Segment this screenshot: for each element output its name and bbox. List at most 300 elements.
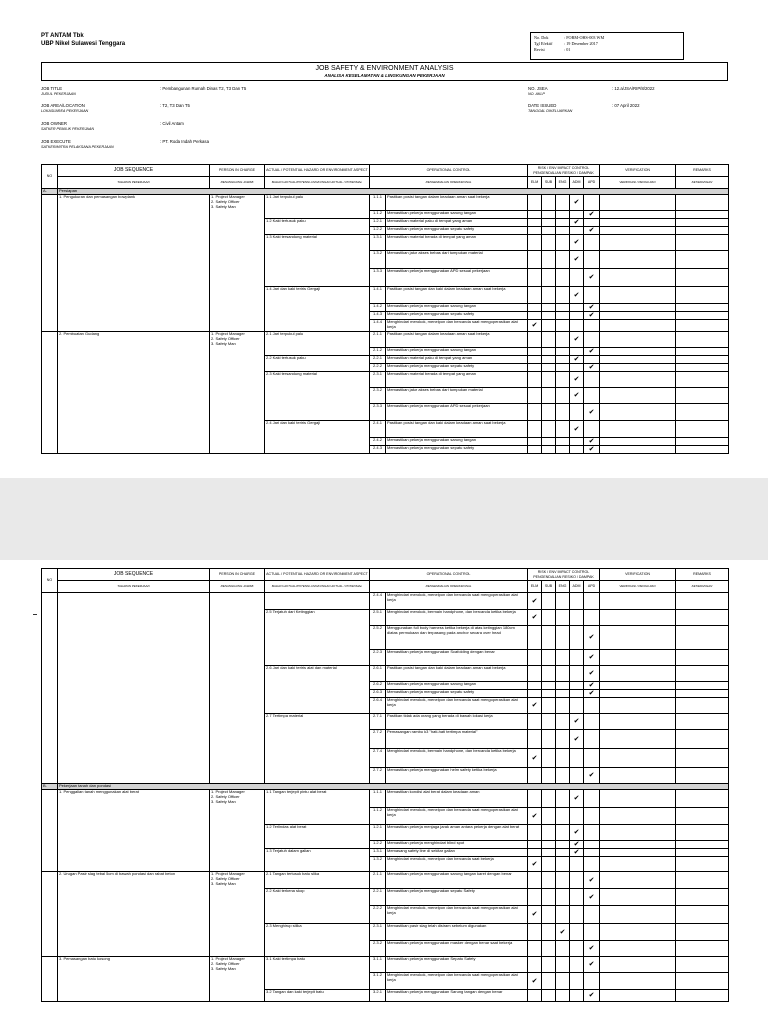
table-row <box>42 332 729 348</box>
risk-sub-cell <box>542 825 556 841</box>
hazard-cell: 1.4 Jari dan kaki teriris Gergaji <box>265 287 370 332</box>
person-in-charge-cell <box>210 593 265 784</box>
control-number: 2.7.2 <box>370 730 386 749</box>
verification-cell <box>600 889 676 906</box>
doc-no-label: No. Dok <box>534 35 549 40</box>
control-text: Memastikan pekerja menggunakan Scafolding dengan benar <box>386 650 528 666</box>
section-title: Pekerjaan tanah dan pondasi <box>58 784 729 790</box>
risk-adm-cell <box>570 287 584 304</box>
control-text: Memastikan pekerja menggunakan sarung tangan <box>386 682 528 690</box>
control-text: Memastikan pekerja menggunakan sarung tangan <box>386 438 528 446</box>
risk-apd-cell <box>584 312 600 320</box>
risk-apd-cell <box>584 650 600 666</box>
risk-sub-cell <box>542 446 556 454</box>
remarks-cell <box>676 610 729 626</box>
hazard-cell: 1.1 Jari terpukul palu <box>265 195 370 219</box>
risk-elm-cell <box>528 924 542 941</box>
control-text: Memastikan material paku di tempat yang aman <box>386 219 528 227</box>
risk-eng-cell <box>556 698 570 714</box>
remarks-cell <box>676 372 729 388</box>
risk-apd-cell <box>584 356 600 364</box>
hazard-cell: 2.2 Kaki terkena skop <box>265 889 370 924</box>
risk-eng-cell <box>556 348 570 356</box>
risk-eng-cell <box>556 372 570 388</box>
control-text: Memastikan pekerja menggunakan masker dengan benar saat bekerja <box>386 941 528 957</box>
hazard-cell: 1.3 Kaki tersandung material <box>265 235 370 287</box>
risk-eng-cell <box>556 990 570 1002</box>
control-number: 1.1.2 <box>370 808 386 825</box>
col-control-id: PENGENDALIAN OPERASIONAL <box>425 584 472 589</box>
job-area-value: : T2, T3 Dan T5 <box>160 103 190 108</box>
check-mark: ✔ <box>531 812 538 820</box>
check-mark: ✔ <box>588 438 595 445</box>
risk-apd-cell <box>584 768 600 784</box>
remarks-cell <box>676 219 729 227</box>
col-sub: SUB <box>542 581 556 593</box>
col-apd: APD <box>584 581 600 593</box>
check-mark: ✔ <box>588 670 595 677</box>
risk-apd-cell <box>584 320 600 332</box>
risk-eng-cell <box>556 320 570 332</box>
risk-apd-cell <box>584 857 600 872</box>
verification-cell <box>600 421 676 438</box>
col-risk: RISK / ENV IMPACT CONTROL PENGENDALIAN RESIKO / DAMPAK <box>528 569 600 581</box>
col-job-sequence-id: TAHAPAN PEKERJAAN <box>117 584 150 589</box>
risk-adm-cell <box>570 790 584 808</box>
col-adm: ADM <box>570 177 584 189</box>
verification-cell <box>600 990 676 1002</box>
control-number: 2.2.3 <box>370 650 386 666</box>
check-mark: ✔ <box>531 754 538 762</box>
risk-sub-cell <box>542 690 556 698</box>
row-no-cell <box>42 593 58 784</box>
remarks-cell <box>676 790 729 808</box>
remarks-cell <box>676 872 729 889</box>
row-no-cell <box>42 790 58 872</box>
remarks-cell <box>676 682 729 690</box>
risk-adm-cell <box>570 650 584 666</box>
risk-adm-cell <box>570 388 584 404</box>
person-in-charge-cell: 1. Project Manager 2. Safety Officer 3. Safety Man <box>210 872 265 957</box>
risk-adm-cell <box>570 269 584 287</box>
remarks-cell <box>676 446 729 454</box>
risk-elm-cell <box>528 211 542 219</box>
risk-eng-cell <box>556 312 570 320</box>
risk-apd-cell <box>584 825 600 841</box>
risk-apd-cell <box>584 690 600 698</box>
risk-sub-cell <box>542 790 556 808</box>
job-owner-label: JOB OWNER SATKER PEMILIK PEKERJAAN <box>41 121 95 131</box>
risk-adm-cell <box>570 749 584 768</box>
remarks-cell <box>676 849 729 857</box>
risk-elm-cell <box>528 973 542 990</box>
control-text: Menghindari merokok, bermain handphone, dan bercanda ketika bekerja <box>386 749 528 768</box>
risk-elm-cell <box>528 790 542 808</box>
control-text: Menggunakan full body harness ketika bekerja di atas ketinggian 180cm diatas permukaan dan terpasang pada anchor secara over head <box>386 626 528 650</box>
verification-cell <box>600 924 676 941</box>
job-sequence-cell: 3. Pemasangan batu kosong <box>58 957 210 1002</box>
job-execute-value: : PT. Roda Indah Perkasa <box>160 139 209 144</box>
verification-cell <box>600 235 676 251</box>
risk-apd-cell <box>584 287 600 304</box>
col-remarks: REMARKS <box>676 569 729 581</box>
risk-elm-cell <box>528 857 542 872</box>
check-mark: ✔ <box>588 348 595 355</box>
control-text: Menghindari merokok, menelpon dan bercanda saat mengoperasikan alat kerja <box>386 698 528 714</box>
check-mark: ✔ <box>588 945 595 952</box>
risk-sub-cell <box>542 332 556 348</box>
risk-sub-cell <box>542 251 556 269</box>
risk-eng-cell <box>556 682 570 690</box>
hazard-cell: 1.3 Terjatuh dalam galian <box>265 849 370 872</box>
remarks-cell <box>676 990 729 1002</box>
risk-elm-cell <box>528 304 542 312</box>
risk-eng-cell <box>556 808 570 825</box>
remarks-cell <box>676 808 729 825</box>
risk-apd-cell <box>584 808 600 825</box>
remarks-cell <box>676 227 729 235</box>
risk-adm-cell <box>570 348 584 356</box>
col-verification: VERIFICATION <box>600 165 676 177</box>
control-number: 2.4.4 <box>370 593 386 610</box>
document-control-box <box>530 32 684 60</box>
remarks-cell <box>676 690 729 698</box>
risk-apd-cell <box>584 973 600 990</box>
control-text: Menghindari merokok, menelpon dan bercanda saat mengoperasikan alat kerja <box>386 973 528 990</box>
remarks-cell <box>676 251 729 269</box>
risk-elm-cell <box>528 610 542 626</box>
remarks-cell <box>676 666 729 682</box>
check-mark: ✔ <box>588 211 595 218</box>
remarks-cell <box>676 973 729 990</box>
col-control-id: PENGENDALIAN OPERASIONAL <box>425 180 472 185</box>
remarks-cell <box>676 421 729 438</box>
risk-eng-cell <box>556 650 570 666</box>
control-number: 1.2.2 <box>370 227 386 235</box>
risk-eng-cell <box>556 211 570 219</box>
check-mark: ✔ <box>531 702 538 709</box>
risk-sub-cell <box>542 808 556 825</box>
risk-eng-cell <box>556 749 570 768</box>
verification-cell <box>600 841 676 849</box>
hazard-cell: 2.1 Tangan tertusuk batu slika <box>265 872 370 889</box>
check-mark: ✔ <box>573 841 580 848</box>
col-person: PERSON IN CHARGE <box>210 165 265 177</box>
col-verification-id: VERIFIKASI / PENGUJIAN <box>619 584 656 589</box>
control-number: 2.6.4 <box>370 698 386 714</box>
date-issued-label: DATE ISSUED TANGGAL DIKELUARKAN <box>528 103 573 113</box>
control-number: 1.4.2 <box>370 304 386 312</box>
risk-elm-cell <box>528 825 542 841</box>
risk-eng-cell <box>556 889 570 906</box>
control-text: Memastikan pekerja menggunakan APD sesuai pekerjaan <box>386 404 528 421</box>
risk-adm-cell <box>570 768 584 784</box>
control-number: 1.3.1 <box>370 235 386 251</box>
risk-adm-cell <box>570 446 584 454</box>
risk-adm-cell <box>570 211 584 219</box>
check-mark: ✔ <box>588 304 595 311</box>
control-number: 1.1.2 <box>370 211 386 219</box>
verification-cell <box>600 714 676 730</box>
col-control: OPERATIONAL CONTROL <box>370 569 528 581</box>
check-mark: ✔ <box>531 597 538 605</box>
verification-cell <box>600 304 676 312</box>
risk-apd-cell <box>584 666 600 682</box>
risk-elm-cell <box>528 941 542 957</box>
risk-adm-cell <box>570 808 584 825</box>
risk-elm-cell <box>528 388 542 404</box>
risk-eng-cell <box>556 768 570 784</box>
risk-apd-cell <box>584 626 600 650</box>
control-number: 2.4.1 <box>370 421 386 438</box>
control-text: Pastikan posisi tangan dan kaki dalam keadaan aman saat bekerja <box>386 421 528 438</box>
risk-elm-cell <box>528 332 542 348</box>
remarks-cell <box>676 650 729 666</box>
risk-elm-cell <box>528 666 542 682</box>
check-mark: ✔ <box>573 336 580 343</box>
risk-sub-cell <box>542 195 556 211</box>
check-mark: ✔ <box>588 682 595 689</box>
risk-eng-cell <box>556 219 570 227</box>
check-mark: ✔ <box>573 376 580 383</box>
col-job-sequence-id: TAHAPAN PEKERJAAN <box>117 180 150 185</box>
remarks-cell <box>676 269 729 287</box>
remarks-cell <box>676 364 729 372</box>
col-remarks-id: KETERANGAN <box>691 584 713 589</box>
control-number: 2.7.4 <box>370 749 386 768</box>
hazard-cell: 2.3 Menghirup silika <box>265 924 370 957</box>
risk-apd-cell <box>584 990 600 1002</box>
verification-cell <box>600 312 676 320</box>
verification-cell <box>600 211 676 219</box>
hazard-cell: 3.2 Tangan dan kaki terjepit batu <box>265 990 370 1002</box>
check-mark: ✔ <box>588 961 595 968</box>
job-owner-value: : Civil Antam <box>160 121 184 126</box>
verification-cell <box>600 790 676 808</box>
risk-apd-cell <box>584 332 600 348</box>
verification-cell <box>600 610 676 626</box>
risk-eng-cell <box>556 825 570 841</box>
control-number: 2.1.1 <box>370 332 386 348</box>
risk-eng-cell <box>556 235 570 251</box>
remarks-cell <box>676 906 729 924</box>
risk-elm-cell <box>528 889 542 906</box>
remarks-cell <box>676 235 729 251</box>
check-mark: ✔ <box>573 356 580 363</box>
risk-adm-cell <box>570 857 584 872</box>
control-text: Memastikan pekerja menjaga jarak aman antara pekerja dengan alat berat <box>386 825 528 841</box>
risk-elm-cell <box>528 348 542 356</box>
check-mark: ✔ <box>573 256 580 263</box>
risk-adm-cell <box>570 304 584 312</box>
control-text: Menghindari merokok, menelpon dan bercanda saat mengoperasikan alat kerja <box>386 906 528 924</box>
risk-elm-cell <box>528 730 542 749</box>
control-text: Pastikan tidak ada orang yang berada di bawah lokasi kerja <box>386 714 528 730</box>
risk-elm-cell <box>528 849 542 857</box>
control-text: Memastikan pekerja menggunakan helm safety ketika bekerja <box>386 768 528 784</box>
control-number: 1.1.1 <box>370 790 386 808</box>
control-text: Memastikan pekerja menghindari blind spot <box>386 841 528 849</box>
risk-sub-cell <box>542 235 556 251</box>
document-title-box <box>41 62 728 81</box>
col-verification-id: VERIFIKASI / PENGUJIAN <box>619 180 656 185</box>
remarks-cell <box>676 388 729 404</box>
risk-elm-cell <box>528 749 542 768</box>
risk-eng-cell <box>556 388 570 404</box>
risk-elm-cell <box>528 990 542 1002</box>
remarks-cell <box>676 957 729 973</box>
risk-adm-cell <box>570 195 584 211</box>
risk-sub-cell <box>542 219 556 227</box>
risk-sub-cell <box>542 287 556 304</box>
hazard-cell <box>265 593 370 610</box>
risk-eng-cell <box>556 421 570 438</box>
verification-cell <box>600 906 676 924</box>
jsea-number-value: : 12.a/JSA/RIP/8/2022 <box>612 86 655 91</box>
risk-adm-cell <box>570 421 584 438</box>
section-no: A. <box>42 189 58 195</box>
margin-tick <box>33 614 37 615</box>
control-number: 1.3.2 <box>370 251 386 269</box>
section-title: Persiapan <box>58 189 729 195</box>
risk-eng-cell <box>556 593 570 610</box>
risk-sub-cell <box>542 211 556 219</box>
col-remarks-id: KETERANGAN <box>691 180 713 185</box>
control-text: Menghindari merokok, menelpon dan bercanda saat mengoperasikan alat kerja <box>386 593 528 610</box>
risk-apd-cell <box>584 841 600 849</box>
risk-adm-cell <box>570 841 584 849</box>
job-sequence-cell: 1. Penggalian tanah menggunakan alat berat <box>58 790 210 872</box>
risk-eng-cell <box>556 690 570 698</box>
control-number: 2.3.2 <box>370 941 386 957</box>
check-mark: ✔ <box>573 392 580 399</box>
risk-elm-cell <box>528 682 542 690</box>
risk-apd-cell <box>584 446 600 454</box>
control-text: Memastikan pekerja menggunakan sarung tangan <box>386 348 528 356</box>
check-mark: ✔ <box>573 829 580 836</box>
risk-eng-cell <box>556 610 570 626</box>
risk-apd-cell <box>584 698 600 714</box>
risk-adm-cell <box>570 227 584 235</box>
risk-sub-cell <box>542 941 556 957</box>
job-title-label: JOB TITLE JUDUL PEKERJAAN <box>41 86 76 96</box>
verification-cell <box>600 768 676 784</box>
risk-adm-cell <box>570 990 584 1002</box>
risk-sub-cell <box>542 924 556 941</box>
risk-eng-cell <box>556 356 570 364</box>
risk-adm-cell <box>570 682 584 690</box>
hazard-cell: 2.6 Jari dan kaki teriris alat dan material <box>265 666 370 714</box>
risk-sub-cell <box>542 872 556 889</box>
control-text: Memastikan pekerja menggunakan sarung tangan karet dengan benar <box>386 872 528 889</box>
col-eng: ENG <box>556 581 570 593</box>
risk-sub-cell <box>542 957 556 973</box>
person-in-charge-cell: 1. Project Manager 2. Safety Officer 3. Safety Man <box>210 332 265 454</box>
check-mark: ✔ <box>588 274 595 281</box>
risk-sub-cell <box>542 906 556 924</box>
verification-cell <box>600 957 676 973</box>
control-number: 2.4.3 <box>370 446 386 454</box>
hazard-cell: 2.4 Jari dan kaki teriris Gergaji <box>265 421 370 454</box>
risk-sub-cell <box>542 364 556 372</box>
risk-apd-cell <box>584 889 600 906</box>
risk-apd-cell <box>584 372 600 388</box>
control-number: 2.3.1 <box>370 924 386 941</box>
control-text: Pastikan posisi tangan dan kaki dalam keadaan aman saat bekerja <box>386 666 528 682</box>
verification-cell <box>600 690 676 698</box>
row-no-cell <box>42 872 58 957</box>
check-mark: ✔ <box>531 911 538 918</box>
risk-elm-cell <box>528 957 542 973</box>
col-job-sequence: JOB SEQUENCE <box>58 569 210 581</box>
doc-no-value: : FORM-OHS-003 WM <box>564 35 605 40</box>
control-text: Pastikan posisi tangan dalam keadaan aman saat bekerja <box>386 195 528 211</box>
control-text: Memastikan pasir slag telah disiram sebelum digunakan <box>386 924 528 941</box>
remarks-cell <box>676 841 729 849</box>
control-text: Menghindari merokok, menelpon dan bercanda saat bekerja <box>386 857 528 872</box>
risk-adm-cell <box>570 235 584 251</box>
risk-eng-cell <box>556 304 570 312</box>
col-eng: ENG <box>556 177 570 189</box>
person-in-charge-cell: 1. Project Manager 2. Safety Officer 3. Safety Man <box>210 957 265 1002</box>
risk-elm-cell <box>528 872 542 889</box>
risk-adm-cell <box>570 332 584 348</box>
risk-apd-cell <box>584 957 600 973</box>
risk-sub-cell <box>542 857 556 872</box>
risk-sub-cell <box>542 372 556 388</box>
risk-elm-cell <box>528 372 542 388</box>
job-sequence-cell: 2. Pembuatan Gudang <box>58 332 210 454</box>
verification-cell <box>600 749 676 768</box>
col-no: NO <box>42 165 58 189</box>
verification-cell <box>600 941 676 957</box>
col-verification: VERIFICATION <box>600 569 676 581</box>
col-person-id: PENANGGUNG JAWAB <box>220 584 254 589</box>
risk-sub-cell <box>542 438 556 446</box>
verification-cell <box>600 287 676 304</box>
col-job-sequence: JOB SEQUENCE <box>58 165 210 177</box>
verification-cell <box>600 388 676 404</box>
hazard-cell: 2.7 Tertimpa material <box>265 714 370 784</box>
check-mark: ✔ <box>573 199 580 206</box>
check-mark: ✔ <box>573 849 580 856</box>
control-number: 2.1.2 <box>370 348 386 356</box>
risk-apd-cell <box>584 941 600 957</box>
hazard-cell: 1.2 Terlindas alat berat <box>265 825 370 849</box>
risk-adm-cell <box>570 320 584 332</box>
remarks-cell <box>676 857 729 872</box>
verification-cell <box>600 348 676 356</box>
control-text: Pastikan posisi tangan dan kaki dalam keadaan aman saat bekerja <box>386 287 528 304</box>
risk-apd-cell <box>584 790 600 808</box>
risk-apd-cell <box>584 211 600 219</box>
risk-adm-cell <box>570 610 584 626</box>
verification-cell <box>600 626 676 650</box>
col-person: PERSON IN CHARGE <box>210 569 265 581</box>
effective-date-value: : 19 Desember 2017 <box>564 41 598 46</box>
control-number: 2.6.3 <box>370 690 386 698</box>
risk-eng-cell <box>556 924 570 941</box>
risk-adm-cell <box>570 849 584 857</box>
control-number: 2.1.1 <box>370 872 386 889</box>
risk-elm-cell <box>528 438 542 446</box>
check-mark: ✔ <box>588 772 595 779</box>
jsea-table-page-2 <box>41 568 729 1002</box>
risk-elm-cell <box>528 808 542 825</box>
verification-cell <box>600 650 676 666</box>
company-unit: UBP Nikel Sulawesi Tenggara <box>41 41 126 47</box>
risk-adm-cell <box>570 825 584 841</box>
